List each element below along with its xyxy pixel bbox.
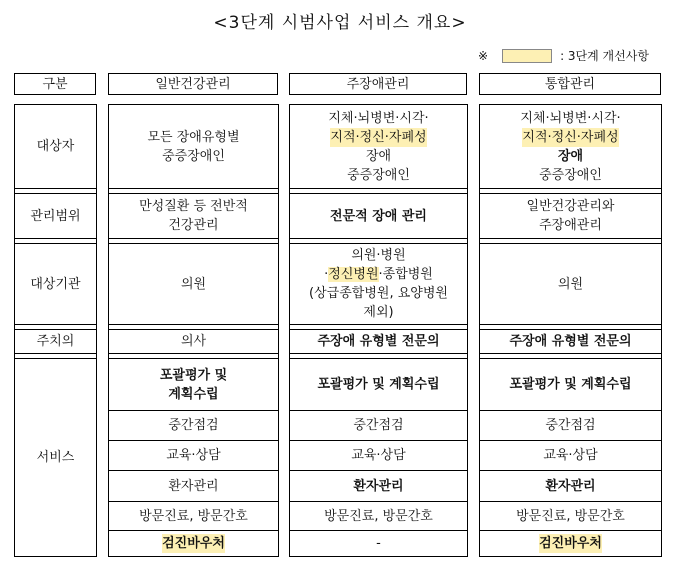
service-patient-mgmt-general: 환자관리 xyxy=(168,478,219,494)
target-main-line2-highlight: 지적·정신·자폐성 xyxy=(330,129,427,145)
header-category: 구분 xyxy=(14,73,96,95)
service-voucher-general-highlight: 검진바우처 xyxy=(162,536,225,551)
service-checkup-main: 중간점검 xyxy=(353,418,404,433)
target-main-disability xyxy=(290,105,467,188)
doctor-general-care: 의사 xyxy=(180,334,207,349)
service-assessment-integrated: 포괄평가 및 계획수립 xyxy=(509,377,632,392)
target-integrated-line3: 장애 xyxy=(557,148,584,164)
institution-psych-hospital-highlight: 정신병원 xyxy=(328,267,379,282)
header-general-care: 일반건강관리 xyxy=(108,73,278,95)
scope-main-disability: 전문적 장애 관리 xyxy=(330,208,427,224)
institution-main-disability xyxy=(290,244,467,324)
institution-main-line1: 의원·병원 xyxy=(351,248,406,263)
institution-main-line4: 제외) xyxy=(363,305,394,320)
scope-general-line1: 만성질환 등 전반적 xyxy=(139,199,248,214)
institution-main-line2 xyxy=(324,265,433,284)
service-checkup-integrated: 중간점검 xyxy=(545,418,596,433)
service-voucher-integrated-highlight: 검진바우처 xyxy=(539,536,602,551)
service-home-visit-main: 방문진료, 방문간호 xyxy=(324,508,433,524)
service-voucher-main: - xyxy=(376,536,381,551)
header-main-disability-care: 주장애관리 xyxy=(289,73,467,95)
service-voucher-general xyxy=(109,531,278,556)
service-assessment-general-line2: 계획수립 xyxy=(168,386,219,402)
service-assessment-main: 포괄평가 및 계획수립 xyxy=(317,377,440,392)
service-voucher-integrated xyxy=(480,531,661,556)
doctor-integrated: 주장애 유형별 전문의 xyxy=(509,334,632,349)
target-main-line1: 지체·뇌병변·시각· xyxy=(328,110,429,126)
target-general-line1: 모든 장애유형별 xyxy=(147,129,240,145)
scope-integrated-line2: 주장애관리 xyxy=(539,218,602,233)
institution-main-general-hospital: ·종합병원 xyxy=(378,267,433,282)
scope-general-care xyxy=(109,194,278,238)
service-checkup-general: 중간점검 xyxy=(168,418,219,433)
service-home-visit-general: 방문진료, 방문간호 xyxy=(139,508,248,524)
legend-swatch xyxy=(502,49,552,63)
row-label-service: 서비스 xyxy=(36,450,75,465)
document-title: <3단계 시범사업 서비스 개요> xyxy=(213,13,467,33)
scope-integrated xyxy=(480,194,661,238)
note-mark: ※ xyxy=(478,48,489,63)
legend-label: : 3단계 개선사항 xyxy=(560,49,649,63)
service-patient-mgmt-integrated: 환자관리 xyxy=(545,478,596,494)
row-label-scope: 관리범위 xyxy=(30,208,81,224)
target-general-line2: 중증장애인 xyxy=(162,148,225,164)
service-education-integrated: 교육·상담 xyxy=(543,448,598,463)
legend xyxy=(478,47,649,64)
row-label-target: 대상자 xyxy=(36,139,75,154)
target-integrated xyxy=(480,105,661,188)
target-main-line4: 중증장애인 xyxy=(347,167,410,183)
service-patient-mgmt-main: 환자관리 xyxy=(353,478,404,494)
target-integrated-line1: 지체·뇌병변·시각· xyxy=(520,110,621,126)
institution-integrated: 의원 xyxy=(557,276,584,292)
service-education-general: 교육·상담 xyxy=(166,448,221,463)
doctor-main-disability: 주장애 유형별 전문의 xyxy=(317,334,440,349)
service-education-main: 교육·상담 xyxy=(351,448,406,463)
service-home-visit-integrated: 방문진료, 방문간호 xyxy=(516,508,625,524)
header-integrated-care: 통합관리 xyxy=(479,73,661,95)
target-general-care xyxy=(109,105,278,188)
row-label-doctor: 주치의 xyxy=(36,334,75,349)
target-main-line3: 장애 xyxy=(365,148,392,164)
scope-integrated-line1: 일반건강관리와 xyxy=(526,199,615,214)
service-assessment-general-line1: 포괄평가 및 xyxy=(159,367,228,383)
institution-main-dot: · xyxy=(324,267,329,282)
target-integrated-line2-highlight: 지적·정신·자폐성 xyxy=(522,129,619,145)
target-integrated-line4: 중증장애인 xyxy=(539,167,602,183)
institution-general-care: 의원 xyxy=(180,276,207,292)
row-label-institution: 대상기관 xyxy=(30,276,81,292)
service-assessment-general xyxy=(109,359,278,410)
institution-main-line3: (상급종합병원, 요양병원 xyxy=(309,286,448,301)
scope-general-line2: 건강관리 xyxy=(168,218,219,233)
